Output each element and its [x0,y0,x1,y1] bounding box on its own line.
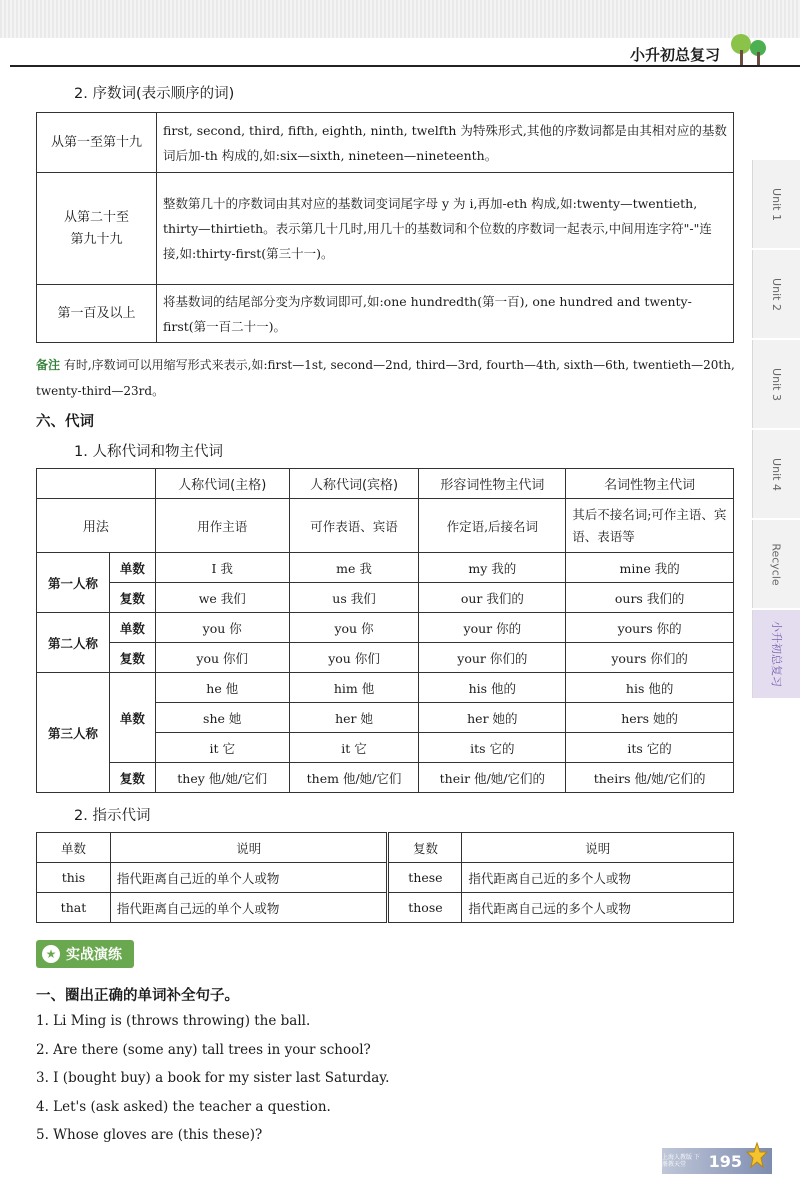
table-row [37,643,734,673]
table-cell: your 你的 [419,613,566,643]
table-cell: this [37,863,111,893]
table-cell: her 她 [289,703,419,733]
table-row [37,553,734,583]
side-tabs [752,160,800,700]
tab-review[interactable]: 小升初总复习 [752,610,800,698]
table-row [37,113,734,173]
demonstrative-title: 2. 指示代词 [74,808,151,824]
person-label: 第二人称 [37,613,110,673]
tab-unit-2[interactable]: Unit 2 [752,250,800,338]
table-cell: 指代距离自己近的多个人或物 [462,863,734,893]
demonstrative-table [36,832,734,923]
header-cell: 人称代词(宾格) [289,469,419,499]
table-cell: his 他的 [566,673,734,703]
row-label: 第一百及以上 [37,285,157,343]
table-cell: 作定语,后接名词 [419,499,566,553]
table-cell: my 我的 [419,553,566,583]
row-label: 从第二十至第九十九 [37,173,157,285]
table-cell: their 他/她/它们的 [419,763,566,793]
tree-icon [728,32,770,68]
question: 4. Let's (ask asked) the teacher a question. [36,1099,331,1115]
table-cell: it 它 [289,733,419,763]
footer-caption: 上海人教版 下册教天堂 [662,1154,700,1168]
note-text: 有时,序数词可以用缩写形式来表示,如:first—1st, second—2nd, third—3rd, fourth—4th, sixth—6th, twentieth—20th, twenty-third—23rd。 [36,358,735,398]
table-row [37,469,734,499]
number-label: 单数 [109,553,155,583]
table-row [37,863,734,893]
section-header: 小升初总复习 [629,46,720,64]
header-cell: 形容词性物主代词 [419,469,566,499]
table-cell: 指代距离自己近的单个人或物 [110,863,388,893]
header-cell: 人称代词(主格) [155,469,289,499]
table-cell: ours 我们的 [566,583,734,613]
note-tag: 备注 [36,358,61,372]
page-footer [662,1148,772,1174]
practice-badge: ★ 实战演练 [36,940,134,968]
table-cell: his 他的 [419,673,566,703]
header-cell: 复数 [388,833,462,863]
table-cell: you 你 [155,613,289,643]
row-text: 整数第几十的序数词由其对应的基数词变词尾字母 y 为 i,再加-eth 构成,如:twenty—twentieth, thirty—thirtieth。表示第几十几时,用几十的基数词和个位数的序数词一起表示,中间用连字符"-"连接,如:thirty-first(第三十一)。 [157,173,734,285]
table-cell: 指代距离自己远的多个人或物 [462,893,734,923]
number-label: 复数 [109,763,155,793]
table-cell: her 她的 [419,703,566,733]
table-cell: me 我 [289,553,419,583]
tab-unit-1[interactable]: Unit 1 [752,160,800,248]
table-row [37,893,734,923]
table-cell: us 我们 [289,583,419,613]
table-row [37,763,734,793]
row-text: 将基数词的结尾部分变为序数词即可,如:one hundredth(第一百), one hundred and twenty-first(第一百二十一)。 [157,285,734,343]
ordinal-table [36,112,734,343]
table-cell: that [37,893,111,923]
table-cell: you 你们 [155,643,289,673]
ordinal-title: 2. 序数词(表示顺序的词) [74,86,235,102]
question: 2. Are there (some any) tall trees in your school? [36,1042,371,1058]
question: 1. Li Ming is (throws throwing) the ball. [36,1013,311,1029]
table-cell: him 他 [289,673,419,703]
star-icon: ★ [42,945,60,963]
note [36,352,748,404]
table-cell: your 你们的 [419,643,566,673]
tab-recycle[interactable]: Recycle [752,520,800,608]
pronoun-section: 六、代词 [36,414,94,430]
table-cell: our 我们的 [419,583,566,613]
table-row [37,673,734,703]
number-label: 单数 [109,673,155,763]
person-label: 第一人称 [37,553,110,613]
table-row [37,613,734,643]
table-cell: you 你们 [289,643,419,673]
question: 5. Whose gloves are (this these)? [36,1127,263,1143]
table-cell: we 我们 [155,583,289,613]
row-text: first, second, third, fifth, eighth, ninth, twelfth 为特殊形式,其他的序数词都是由其相对应的基数词后加-th 构成的,如:six—sixth, nineteen—nineteenth。 [157,113,734,173]
table-cell: he 他 [155,673,289,703]
number-label: 复数 [109,583,155,613]
table-cell: you 你 [289,613,419,643]
page-number: 195 [708,1151,742,1171]
table-cell: its 它的 [419,733,566,763]
table-cell: 其后不接名词;可作主语、宾语、表语等 [566,499,734,553]
table-cell: she 她 [155,703,289,733]
pronoun-table [36,468,734,793]
usage-label: 用法 [37,499,156,553]
table-cell: its 它的 [566,733,734,763]
pronoun-title: 1. 人称代词和物主代词 [74,444,223,460]
table-cell: I 我 [155,553,289,583]
table-cell: yours 你们的 [566,643,734,673]
exercise-instruction: 一、圈出正确的单词补全句子。 [36,988,239,1004]
table-cell: those [388,893,462,923]
table-cell: 指代距离自己远的单个人或物 [110,893,388,923]
header-cell: 名词性物主代词 [566,469,734,499]
table-row [37,583,734,613]
header-cell: 单数 [37,833,111,863]
table-cell: these [388,863,462,893]
number-label: 单数 [109,613,155,643]
header-cell: 说明 [110,833,388,863]
row-label: 从第一至第十九 [37,113,157,173]
table-cell: hers 她的 [566,703,734,733]
tab-unit-3[interactable]: Unit 3 [752,340,800,428]
table-cell: they 他/她/它们 [155,763,289,793]
table-cell: mine 我的 [566,553,734,583]
table-row [37,173,734,285]
table-cell: 可作表语、宾语 [289,499,419,553]
table-cell: it 它 [155,733,289,763]
number-label: 复数 [109,643,155,673]
question: 3. I (bought buy) a book for my sister last Saturday. [36,1070,390,1086]
person-label: 第三人称 [37,673,110,793]
mascot-icon [746,1142,768,1172]
header-rule [10,65,800,67]
table-row [37,285,734,343]
table-cell: them 他/她/它们 [289,763,419,793]
table-row [37,499,734,553]
header-cell: 说明 [462,833,734,863]
table-cell: yours 你的 [566,613,734,643]
table-cell: 用作主语 [155,499,289,553]
table-cell: theirs 他/她/它们的 [566,763,734,793]
tab-unit-4[interactable]: Unit 4 [752,430,800,518]
top-band [0,0,800,38]
table-row [37,833,734,863]
